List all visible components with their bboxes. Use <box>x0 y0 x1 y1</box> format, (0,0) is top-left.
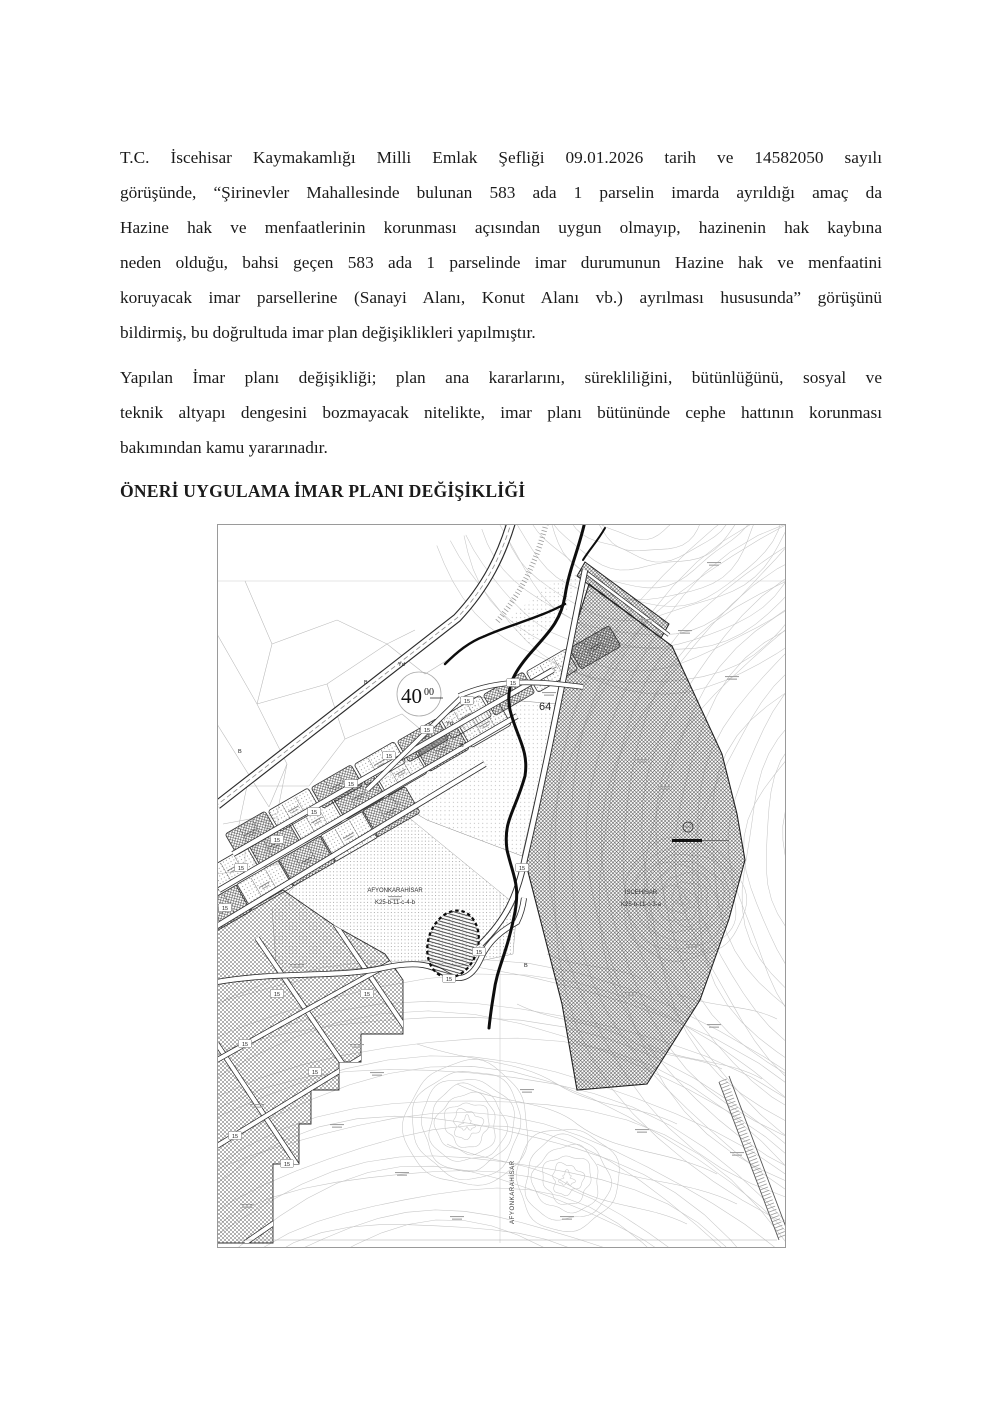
road-width-15-pill <box>383 752 396 761</box>
svg-text:15: 15 <box>231 1134 239 1140</box>
section-heading: ÖNERİ UYGULAMA İMAR PLANI DEĞİŞİKLİĞİ <box>120 481 526 501</box>
road-width-15-pill <box>271 990 284 999</box>
text-line: koruyacak imar parsellerine (Sanayi Alanı, Konut Alanı vb.) ayrılması hususunda” görüşünü <box>120 288 882 307</box>
zone-b-label: B <box>238 749 242 755</box>
svg-text:15: 15 <box>463 699 471 705</box>
svg-text:15: 15 <box>311 1070 319 1076</box>
svg-text:15: 15 <box>423 728 431 734</box>
svg-text:15: 15 <box>509 681 517 687</box>
svg-text:15: 15 <box>283 1162 291 1168</box>
zoning-plan-svg <box>217 524 786 1248</box>
svg-text:AFYONKARAHİSAR: AFYONKARAHİSAR <box>367 888 423 894</box>
road-width-15-pill <box>229 1132 242 1141</box>
text-line: neden olduğu, bahsi geçen 583 ada 1 parselinde imar durumunun Hazine hak ve menfaatini <box>120 253 882 272</box>
zone-b-label: B <box>364 680 368 686</box>
svg-text:K25-b-11-c-4-b: K25-b-11-c-4-b <box>375 900 415 906</box>
road-width-15-pill <box>271 836 284 845</box>
road-width-15-pill <box>239 1040 252 1049</box>
svg-text:15: 15 <box>475 950 483 956</box>
svg-text:15: 15 <box>518 866 526 872</box>
road-width-15-pill <box>345 780 358 789</box>
svg-text:15: 15 <box>273 838 281 844</box>
svg-text:K25-b-11-c-3-a: K25-b-11-c-3-a <box>621 902 661 908</box>
zone-b-label: B <box>524 963 528 969</box>
road-width-15-pill <box>309 1068 322 1077</box>
road-width-15-pill <box>473 948 486 957</box>
parcel-64-label: 64 <box>539 701 552 713</box>
road-width-15-pill <box>281 1160 294 1169</box>
road-width-label: 40 $^{00}$ <box>401 684 434 708</box>
body-text <box>120 140 882 509</box>
text-line: bakımından kamu yararınadır. <box>120 438 328 457</box>
paragraph-official-opinion <box>120 140 882 350</box>
svg-text:15: 15 <box>241 1042 249 1048</box>
svg-text:15: 15 <box>445 977 453 983</box>
svg-text:İSCEHİSAR: İSCEHİSAR <box>624 890 658 896</box>
svg-text:15: 15 <box>363 992 371 998</box>
svg-text:15: 15 <box>385 754 393 760</box>
road-width-15-pill <box>461 697 474 706</box>
text-line: bildirmiş, bu doğrultuda imar plan değişiklikleri yapılmıştır. <box>120 323 536 342</box>
road-width-15-pill <box>507 679 520 688</box>
text-line: görüşünde, “Şirinevler Mahallesinde bulunan 583 ada 1 parselin imarda ayrıldığı amaç da <box>120 183 882 202</box>
text-line: Yapılan İmar planı değişikliği; plan ana kararlarını, sürekliliğini, bütünlüğünü, sosyal ve <box>120 368 882 387</box>
road-width-15-pill <box>308 808 321 817</box>
svg-text:15: 15 <box>310 810 318 816</box>
road-width-15-pill <box>421 726 434 735</box>
road-width-15-pill <box>219 904 232 913</box>
road-width-15-pill <box>361 990 374 999</box>
svg-text:15: 15 <box>347 782 355 788</box>
zoning-plan-map <box>217 524 786 1248</box>
road-width-15-pill <box>443 975 456 984</box>
svg-text:15: 15 <box>221 906 229 912</box>
text-line: T.C. İscehisar Kaymakamlığı Milli Emlak Şefliği 09.01.2026 tarih ve 14582050 sayılı <box>120 148 882 167</box>
svg-text:AFYONKARAHİSAR: AFYONKARAHİSAR <box>510 1160 516 1224</box>
road-width-15-pill <box>235 864 248 873</box>
road-width-15-pill <box>516 864 529 873</box>
zone-yd-label: Yd <box>398 662 405 668</box>
paragraph-justification <box>120 360 882 465</box>
svg-text:15: 15 <box>237 866 245 872</box>
sheet-label-bottom-rotated <box>509 1160 516 1224</box>
text-line: Hazine hak ve menfaatlerinin korunması açısından uygun olmayıp, hazinenin hak kaybına <box>120 218 882 237</box>
svg-text:15: 15 <box>273 992 281 998</box>
zone-yd-label: Yd <box>446 721 453 727</box>
text-line: teknik altyapı dengesini bozmayacak nitelikte, imar planı bütününde cephe hattının korunması <box>120 403 882 422</box>
zone-b-label: B <box>460 743 464 749</box>
